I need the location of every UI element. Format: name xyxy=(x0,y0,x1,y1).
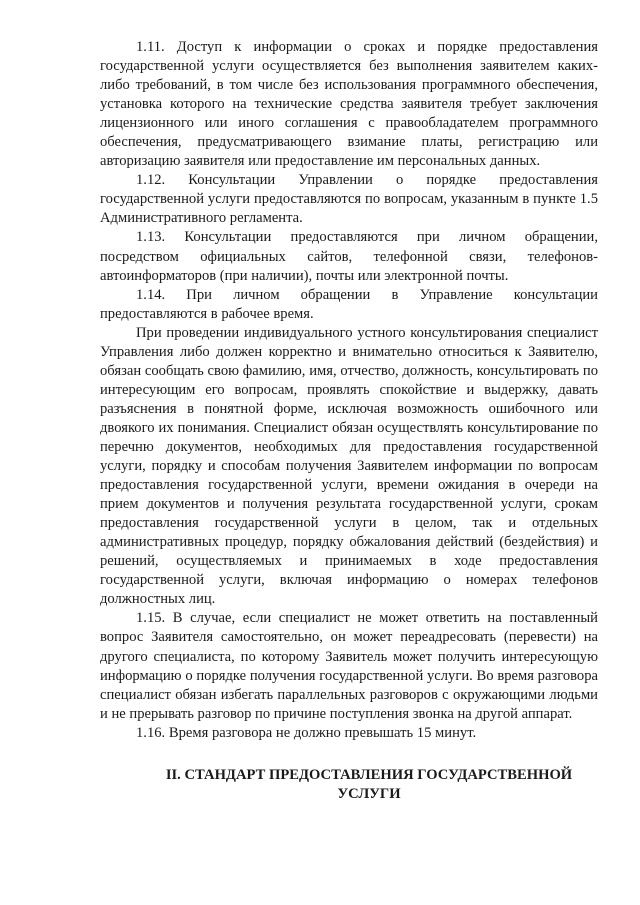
paragraph-1-13: 1.13. Консультации предоставляются при личном обращении, посредством официальных сайтов, телефонной связи, телефонов-автоинформаторов (при наличии), почты или электронной почты. xyxy=(100,229,598,284)
section-heading: II. СТАНДАРТ ПРЕДОСТАВЛЕНИЯ ГОСУДАРСТВЕННОЙ УСЛУГИ xyxy=(165,766,573,802)
paragraph-1-16: 1.16. Время разговора не должно превышать 15 минут. xyxy=(136,724,477,741)
paragraph-consultation-rules: При проведении индивидуального устного консультирования специалист Управления либо должен корректно и внимательно относиться к Заявителю, обязан сообщать свою фамилию, имя, отчество, должность, консультировать по интересующим его вопросам, проявлять спокойствие и выдержку, давать разъяснения в понятной форме, исключая возможность ошибочного или двоякого их понимания. Специалист обязан осуществлять консультирование по перечню документов, необходимых для предоставления государственной услуги, порядку и способам получения Заявителем информации по вопросам предоставления государственной услуги, времени ожидания в очереди на прием документов и получения результата государственной услуги, срокам предоставления государственной услуги в целом, так и отдельных административных процедур, порядку обжалования действий (бездействия) и решений, осуществляемых и принимаемых в ходе предоставления государственной услуги, включая информацию о номерах телефонов должностных лиц. xyxy=(100,324,598,608)
paragraph-1-15: 1.15. В случае, если специалист не может ответить на поставленный вопрос Заявителя самостоятельно, он может переадресовать (перевести) на другого специалиста, по которому Заявитель может получить интересующую информацию о порядке получения государственной услуги. Во время разговора специалист обязан избегать параллельных разговоров с окружающими людьми и не прерывать разговор по причине поступления звонка на другой аппарат. xyxy=(100,610,598,722)
paragraph-1-14: 1.14. При личном обращении в Управление консультации предоставляются в рабочее время. xyxy=(100,286,598,322)
paragraph-1-11: 1.11. Доступ к информации о сроках и порядке предоставления государственной услуги осуществляется без выполнения заявителем каких-либо требований, в том числе без использования программного обеспечения, установка которого на технические средства заявителя требует заключения лицензионного или иного соглашения с правообладателем программного обеспечения, предусматривающего взимание платы, регистрацию или авторизацию заявителя или предоставление им персональных данных. xyxy=(100,39,598,170)
paragraph-1-12: 1.12. Консультации Управлении о порядке предоставления государственной услуги предоставляются по вопросам, указанным в пункте 1.5 Административного регламента. xyxy=(100,172,598,227)
